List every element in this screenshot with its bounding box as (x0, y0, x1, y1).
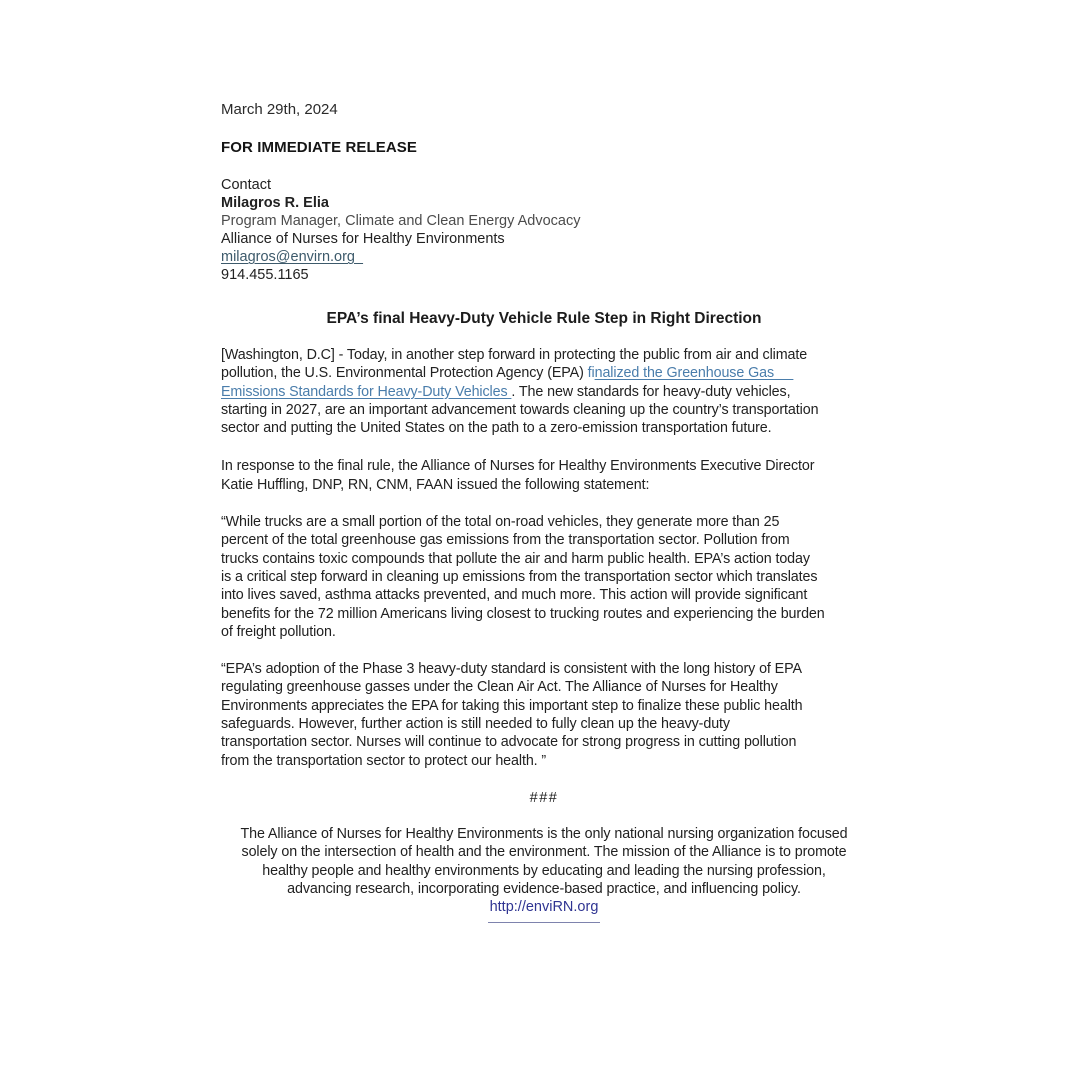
contact-org: Alliance of Nurses for Healthy Environments (221, 231, 505, 247)
text-line: is a critical step forward in cleaning up emissions from the transportation sector which translates (221, 568, 818, 585)
contact-name: Milagros R. Elia (221, 195, 329, 211)
contact-block (221, 176, 867, 284)
contact-email-line (221, 248, 867, 266)
epa-rule-link-head: fi (587, 365, 595, 382)
text-line: advancing research, incorporating evidence-based practice, and influencing policy. (287, 880, 801, 897)
lead-line2-text: pollution, the U.S. Environmental Protection Agency (EPA) (221, 365, 588, 382)
epa-rule-link-text: Emissions Standards for Heavy-Duty Vehicles (221, 383, 508, 400)
contact-label: Contact (221, 177, 271, 193)
contact-title: Program Manager, Climate and Clean Energy Advocacy (221, 213, 581, 229)
text-line: benefits for the 72 million Americans living closest to trucking routes and experiencing the burden (221, 605, 825, 622)
text-line: [Washington, D.C] - Today, in another step forward in protecting the public from air and climate (221, 347, 808, 363)
quote-paragraph-1 (221, 513, 867, 641)
text-line: safeguards. However, further action is still needed to fully clean up the heavy-duty (221, 716, 730, 733)
boilerplate-paragraph (221, 825, 867, 898)
email-link[interactable] (221, 249, 363, 265)
text-line: “While trucks are a small portion of the total on-road vehicles, they generate more than 25 (221, 514, 780, 531)
email-text: milagros@envirn.org (221, 249, 355, 265)
text-line: healthy people and healthy environments by educating and leading the nursing profession, (262, 862, 826, 879)
quote-paragraph-2 (221, 660, 867, 770)
link-underline-pad (774, 365, 793, 381)
text-line: percent of the total greenhouse gas emissions from the transportation sector. Pollution from (221, 532, 790, 549)
text-line: into lives saved, asthma attacks prevented, and much more. This action will provide significant (221, 587, 808, 604)
text-line (221, 364, 867, 382)
text-line: In response to the final rule, the Alliance of Nurses for Healthy Environments Executive Director (221, 458, 815, 475)
contact-phone: 914.455.1165 (221, 267, 309, 283)
end-marker: ### (529, 789, 559, 806)
text-line: sector and putting the United States on the path to a zero-emission transportation future. (221, 420, 772, 437)
text-line: of freight pollution. (221, 623, 336, 640)
lead-paragraph (221, 346, 867, 437)
text-line: transportation sector. Nurses will continue to advocate for strong progress in cutting pollution (221, 734, 797, 751)
release-date: March 29th, 2024 (221, 101, 338, 118)
website-link[interactable]: http://enviRN.org (488, 898, 601, 923)
text-line: from the transportation sector to protect our health. ” (221, 752, 547, 769)
release-banner: FOR IMMEDIATE RELEASE (221, 139, 417, 156)
headline: EPA’s final Heavy-Duty Vehicle Rule Step in Right Direction (326, 310, 762, 327)
response-intro-paragraph (221, 457, 867, 494)
text-line: trucks contains toxic compounds that pollute the air and harm public health. EPA’s action today (221, 550, 810, 567)
text-line: Environments appreciates the EPA for taking this important step to finalize these public health (221, 697, 803, 714)
document (221, 100, 867, 923)
lead-line3-text: . The new standards for heavy-duty vehicles, (511, 383, 791, 400)
text-line: The Alliance of Nurses for Healthy Environments is the only national nursing organization focused (240, 825, 848, 842)
text-line: “EPA’s adoption of the Phase 3 heavy-duty standard is consistent with the long history of EPA (221, 661, 802, 678)
epa-rule-link-text: nalized the Greenhouse Gas (594, 365, 775, 382)
email-underline-pad (355, 249, 363, 265)
epa-rule-link[interactable] (588, 365, 794, 381)
text-line: Katie Huffling, DNP, RN, CNM, FAAN issued the following statement: (221, 476, 650, 493)
text-line: regulating greenhouse gasses under the Clean Air Act. The Alliance of Nurses for Healthy (221, 679, 778, 696)
text-line (221, 383, 867, 401)
epa-rule-link[interactable] (221, 384, 511, 400)
text-line: solely on the intersection of health and the environment. The mission of the Alliance is to promote (241, 844, 847, 861)
text-line: starting in 2027, are an important advancement towards cleaning up the country’s transportation (221, 401, 819, 418)
website-row (221, 898, 867, 923)
